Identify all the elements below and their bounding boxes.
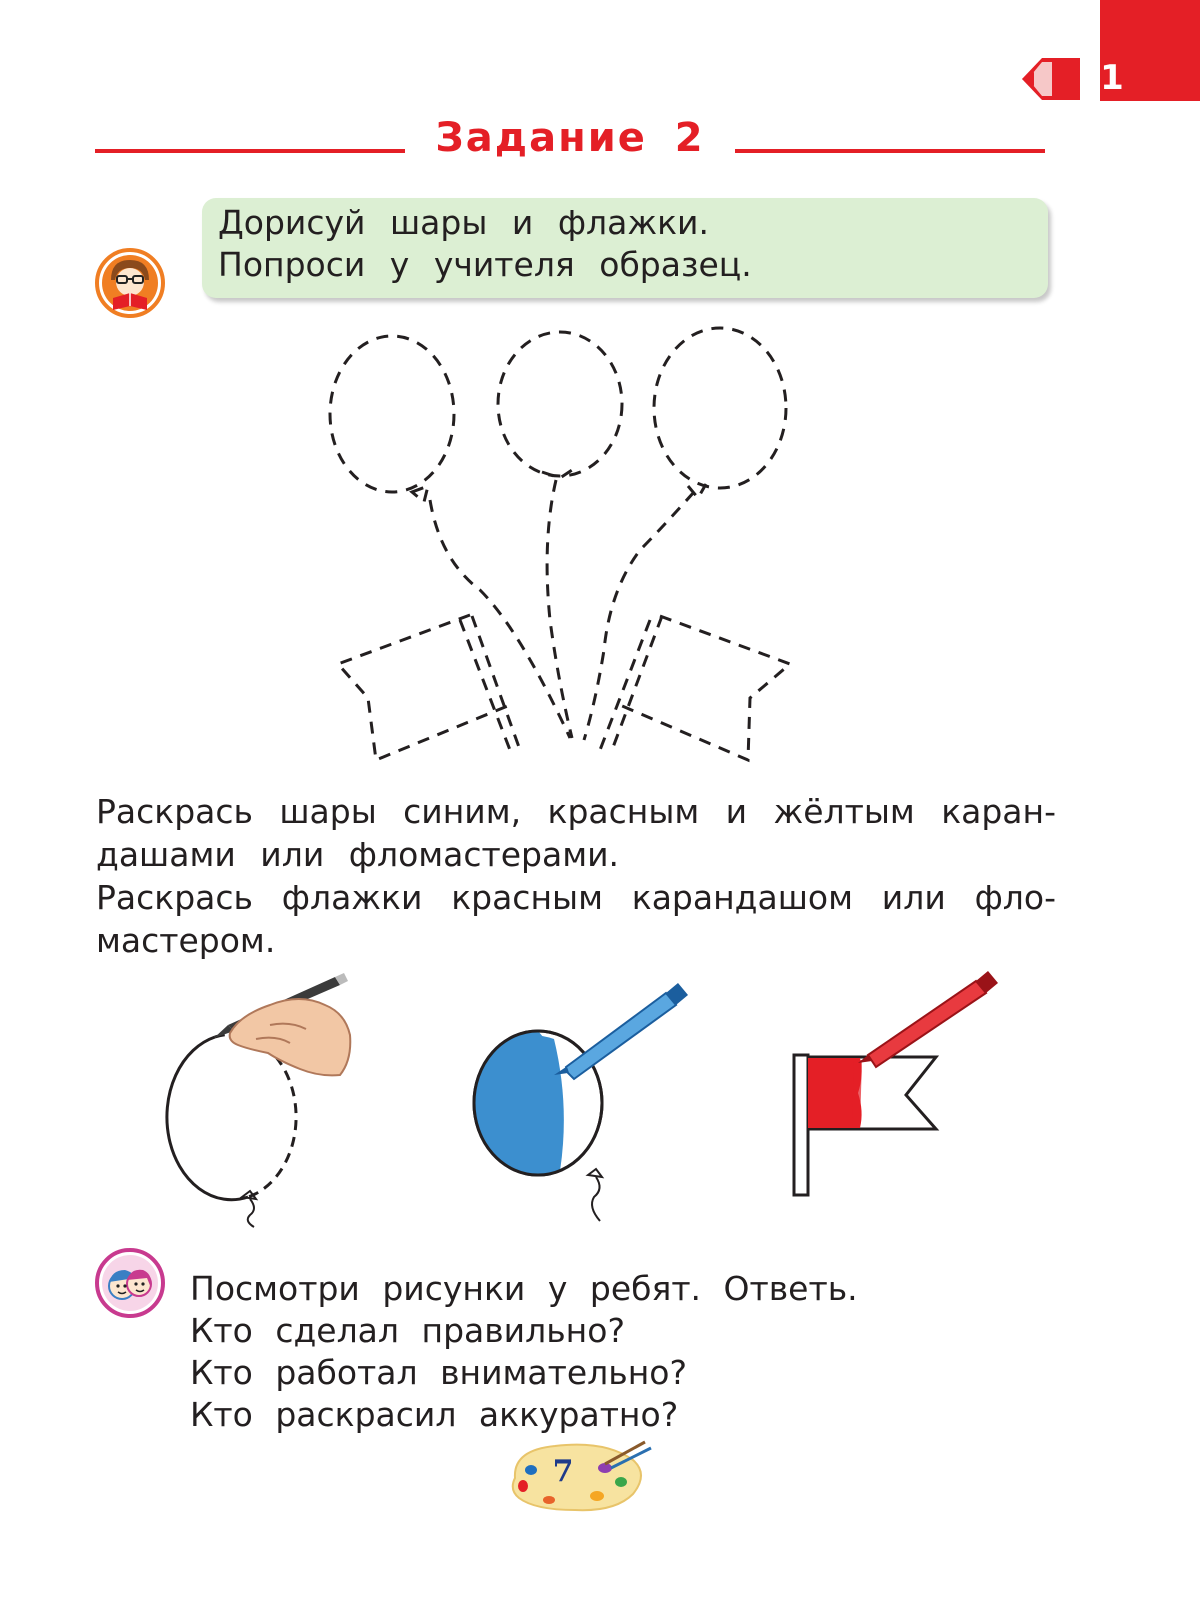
teacher-reading-icon — [95, 248, 165, 318]
coloring-line-3: Раскрась флажки красным карандашом или фло- — [96, 878, 1056, 917]
question-line-4: Кто раскрасил аккуратно? — [190, 1395, 679, 1434]
coloring-line-4: мастером. — [96, 921, 276, 960]
blue-marker-icon — [554, 983, 688, 1079]
red-marker-icon — [858, 971, 998, 1067]
question-line-2: Кто сделал правильно? — [190, 1311, 625, 1350]
question-line-1: Посмотри рисунки у ребят. Ответь. — [190, 1269, 858, 1308]
instruction-line-1: Дорисуй шары и флажки. — [218, 203, 709, 242]
dashed-balloons-flags-figure — [320, 320, 810, 780]
task-title — [420, 108, 720, 168]
coloring-line-2: дашами или фломастерами. — [96, 835, 620, 874]
hand-icon — [230, 999, 351, 1075]
dashed-balloon-middle — [498, 332, 622, 476]
example-blue-balloon — [470, 975, 700, 1230]
task-word: Задание — [435, 115, 647, 161]
example-hand-drawing-balloon — [130, 965, 360, 1230]
question-line-3: Кто работал внимательно? — [190, 1353, 688, 1392]
title-rule-left — [95, 149, 405, 153]
pencil-tip-icon — [1022, 58, 1102, 100]
questions-block — [190, 1268, 858, 1436]
paint-palette-icon — [505, 1438, 655, 1518]
dashed-balloon-right — [654, 328, 786, 488]
coloring-instructions — [96, 790, 1056, 962]
task-number: 2 — [674, 115, 705, 161]
instruction-box — [202, 198, 1048, 298]
page-number: 7 — [552, 1454, 574, 1489]
boy-girl-faces-icon — [95, 1248, 165, 1318]
title-rule-right — [735, 149, 1045, 153]
dashed-balloon-left — [330, 336, 454, 492]
coloring-line-1: Раскрась шары синим, красным и жёлтым каран- — [96, 792, 1056, 831]
chapter-number: 1 — [1100, 58, 1124, 98]
example-red-flag — [790, 965, 1010, 1205]
instruction-line-2: Попроси у учителя образец. — [218, 245, 752, 284]
